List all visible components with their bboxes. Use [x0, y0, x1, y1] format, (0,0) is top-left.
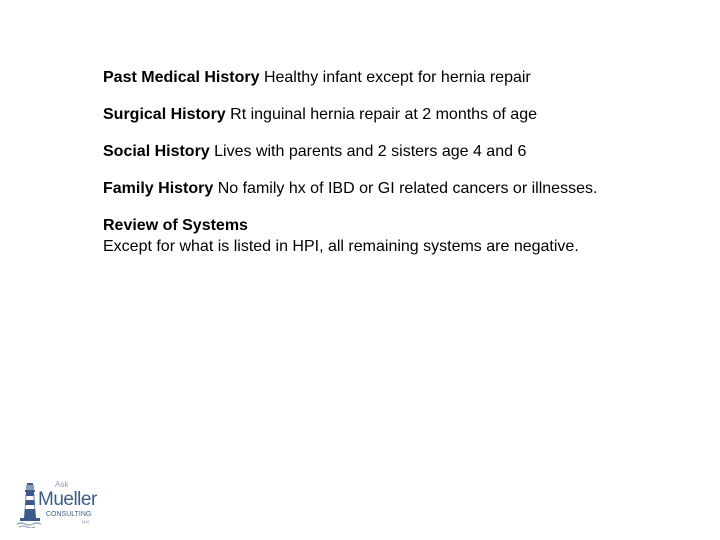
family-history-heading: Family History — [103, 180, 214, 197]
social-history — [103, 141, 663, 162]
logo-text-mueller: Mueller — [38, 489, 97, 510]
past-medical-history — [103, 67, 663, 88]
family-history-text: No family hx of IBD or GI related cancers or illnesses. — [213, 180, 598, 197]
logo-text-llc: LLC — [82, 519, 90, 524]
ask-mueller-consulting-logo — [16, 480, 97, 528]
review-of-systems-heading: Review of Systems — [103, 217, 248, 234]
surgical-history — [103, 104, 663, 125]
social-history-heading: Social History — [103, 143, 210, 160]
surgical-history-heading: Surgical History — [103, 106, 226, 123]
surgical-history-text: Rt inguinal hernia repair at 2 months of age — [225, 106, 537, 123]
social-history-text: Lives with parents and 2 sisters age 4 and 6 — [209, 143, 527, 160]
history-content — [103, 67, 663, 273]
past-medical-history-heading: Past Medical History — [103, 69, 260, 86]
family-history — [103, 178, 663, 199]
logo-text-ask: Ask — [55, 480, 69, 489]
review-of-systems-text: Except for what is listed in HPI, all remaining systems are negative. — [103, 238, 579, 255]
logo-text-consulting: CONSULTING — [46, 511, 92, 518]
review-of-systems — [103, 215, 663, 257]
past-medical-history-text: Healthy infant except for hernia repair — [259, 69, 531, 86]
